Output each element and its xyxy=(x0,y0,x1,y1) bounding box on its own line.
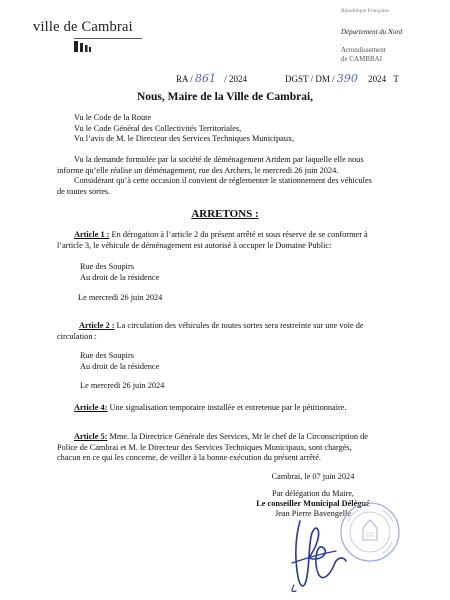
street-position: Au droit de la résidence xyxy=(80,272,160,282)
dgst-label: DGST / DM / xyxy=(285,74,335,84)
dgst-number-handwritten: 390 xyxy=(336,72,358,85)
dgst-year: 2024 xyxy=(368,74,387,84)
article-1-date: Le mercredi 26 juin 2024 xyxy=(78,293,163,302)
considering-line2: de toutes sortes. xyxy=(57,186,111,196)
arrondissement-label xyxy=(341,46,386,64)
article-5-label: Article 5: xyxy=(74,432,108,441)
arrondissement-line1: Arrondissement xyxy=(341,46,386,54)
vu-list xyxy=(74,113,294,145)
street-name: Rue des Soupirs xyxy=(80,262,134,271)
article-1-label: Article 1 : xyxy=(74,230,110,239)
article-4 xyxy=(74,403,347,414)
article-2 xyxy=(57,321,402,342)
dgst-reference xyxy=(285,72,399,85)
delegation-line: Par délégation du Maire, xyxy=(271,489,355,498)
arretons-heading: ARRETONS : xyxy=(191,208,259,220)
vu-line: Vu le Code de la Route xyxy=(74,113,152,122)
ra-number-handwritten: 861 xyxy=(195,72,217,85)
street-position: Au droit de la résidence xyxy=(80,361,160,371)
signatory-name-main: Jean Pierre Baveng xyxy=(274,509,340,518)
department-label: Département du Nord xyxy=(341,28,403,36)
republic-label: République Française xyxy=(341,8,389,14)
ra-label: RA / xyxy=(176,74,193,84)
city-logo-emblem xyxy=(74,38,144,52)
article-2-text-line2: circulation : xyxy=(57,331,97,341)
vu-line: Vu le Code Général des Collectivités Territoriales, xyxy=(74,123,242,133)
article-5-text-line2: Police de Cambrai et M. le Directeur des Services Techniques Municipaux, sont chargés, xyxy=(57,442,352,452)
dgst-suffix: T xyxy=(393,74,399,84)
document-title: Nous, Maire de la Ville de Cambrai, xyxy=(136,91,314,103)
ra-reference xyxy=(176,72,247,85)
article-2-text: La circulation des véhicules de toutes sortes sera restreinte sur une voie de xyxy=(114,321,364,330)
article-4-text: Une signalisation temporaire installée et entretenue par le pétitionnaire. xyxy=(107,403,347,412)
article-5 xyxy=(57,432,402,464)
vu-line: Vu l’avis de M. le Directeur des Services Techniques Municipaux, xyxy=(74,134,295,143)
article-1-text: En dérogation à l’article 2 du présent arrêté et sous réserve de se conformer à xyxy=(109,230,368,239)
ra-year: / 2024 xyxy=(224,74,248,84)
article-5-text-line3: chacun en ce qui les concerne, de veiller à la bonne exécution du présent arrêté. xyxy=(57,453,321,462)
city-logo-text: ville de Cambrai xyxy=(33,19,133,35)
handwritten-signature-icon xyxy=(286,515,356,595)
article-5-text: Mme. la Directrice Générale des Services, Mr le chef de la Circonscription de xyxy=(107,432,368,441)
article-1 xyxy=(57,230,402,251)
request-line1: Vu la demande formulée par la société de déménagement Artdem par laquelle elle nous xyxy=(74,155,364,164)
street-name: Rue des Soupirs xyxy=(80,351,134,360)
article-2-label: Article 2 : xyxy=(79,321,115,330)
signatory-role: Le conseiller Municipal Délégué xyxy=(256,499,370,508)
considering-line1: Considérant qu’à cette occasion il convient de réglementer le stationnement des véhicules xyxy=(74,176,372,185)
article-1-location xyxy=(80,262,159,283)
article-4-label: Article 4: xyxy=(74,403,108,412)
signatory-name-tail: elle xyxy=(339,509,352,518)
article-2-date: Le mercredi 26 juin 2024 xyxy=(80,381,165,390)
request-line2: informe qu’elle réalise un déménagement, rue des Archers, le mercredi 26 juin 2024. xyxy=(57,165,339,175)
arrondissement-line2: de CAMBRAI xyxy=(341,55,383,63)
considerations xyxy=(57,155,400,197)
article-1-text-line2: l’article 3, le véhicule de déménagement est autorisé à occuper le Domaine Public: xyxy=(57,240,332,250)
place-date: Cambrai, le 07 juin 2024 xyxy=(271,472,355,481)
article-2-location xyxy=(80,351,159,372)
